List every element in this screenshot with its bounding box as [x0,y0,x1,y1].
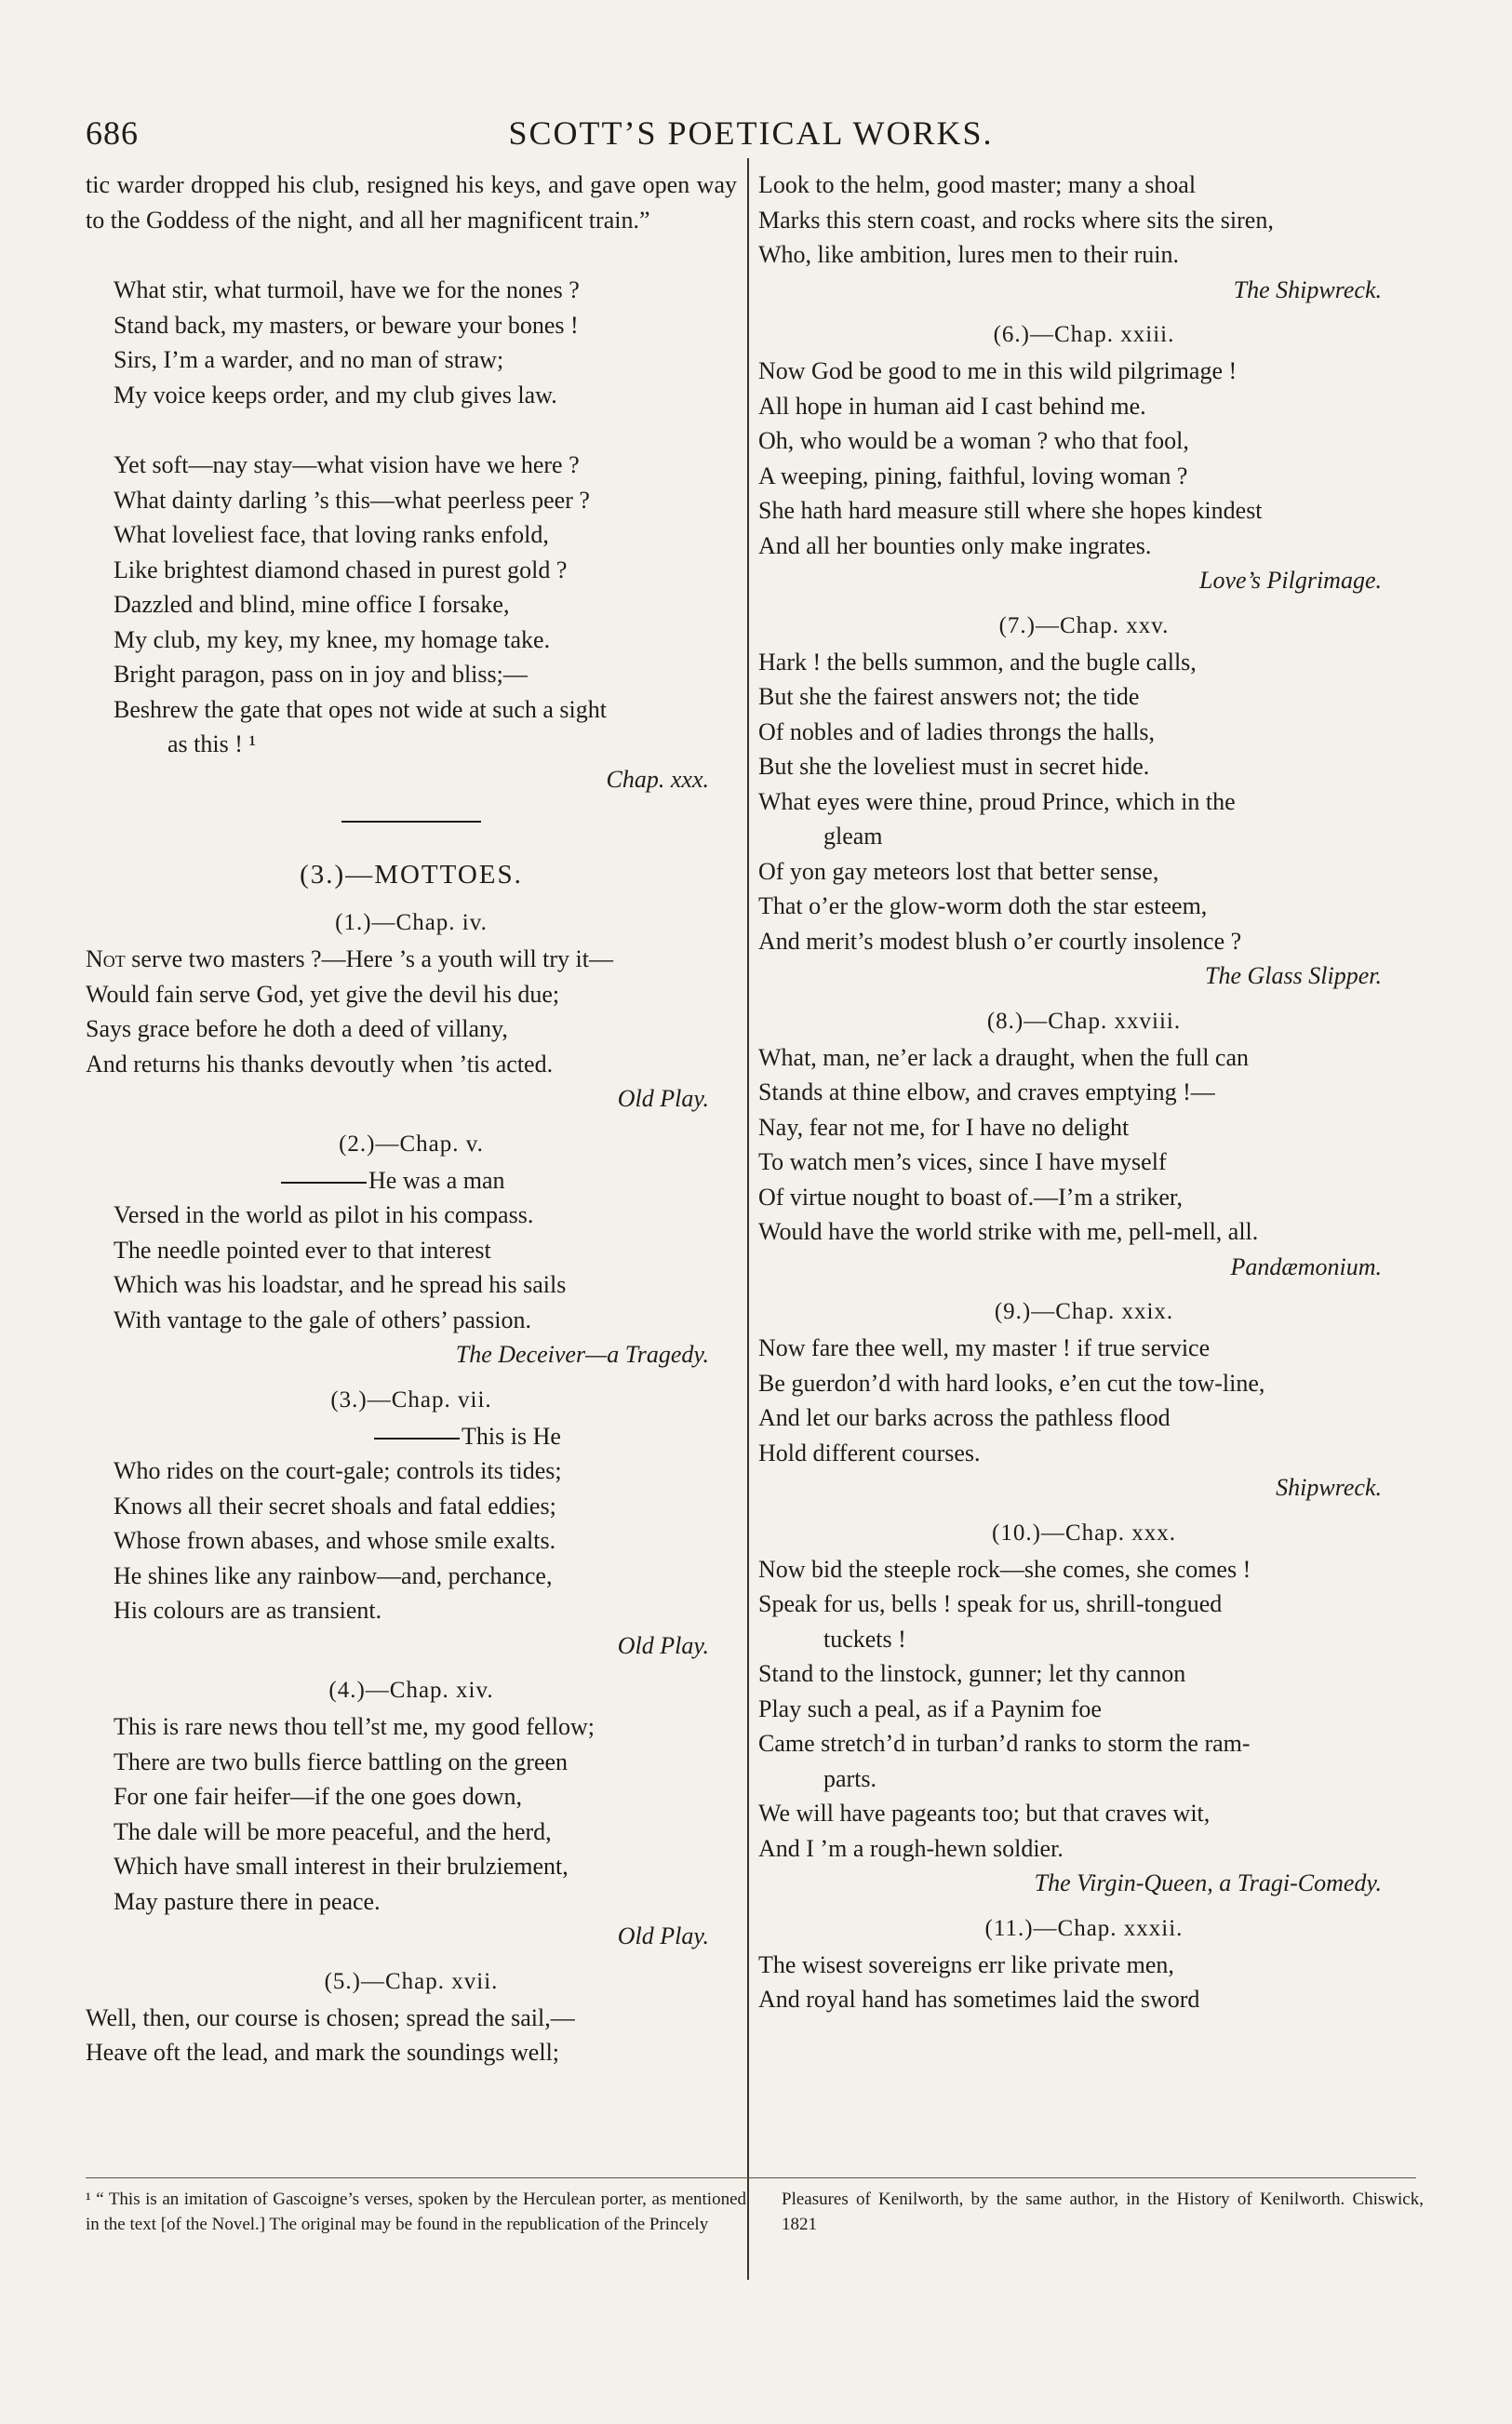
verse-line: Well, then, our course is chosen; spread the sail,— [86,2003,575,2031]
verse-line: Hark ! the bells summon, and the bugle calls, [758,648,1197,676]
verse-line: Stand to the linstock, gunner; let thy cannon [758,1660,1186,1687]
verse-line: With vantage to the gale of others’ passion. [114,1306,532,1333]
verse-line: serve two masters ?—Here ’s a youth will try it— [131,945,613,972]
dash-rule [374,1438,460,1440]
verse-line: And I ’m a rough-hewn soldier. [758,1834,1064,1862]
motto-heading: (11.)—Chap. xxxii. [984,1915,1184,1941]
verse-line: Of virtue nought to boast of.—I’m a striker, [758,1183,1184,1211]
verse-line: To watch men’s vices, since I have myself [758,1148,1167,1175]
motto-7 [758,645,1410,994]
verse-line: Be guerdon’d with hard looks, e’en cut the tow-line, [758,1369,1265,1397]
verse-line: And merit’s modest blush o’er courtly insolence ? [758,927,1242,955]
verse-line: A weeping, pining, faithful, loving woman ? [758,462,1188,489]
motto-3 [114,1419,737,1664]
verse-line: Hold different courses. [758,1439,981,1466]
verse-line: gleam [823,823,883,850]
section-rule [341,821,481,823]
verse-line: tuckets ! [823,1625,906,1653]
page-header [86,114,1416,154]
verse-line: Play such a peal, as if a Paynim foe [758,1694,1102,1722]
verse-line: This is He [462,1422,561,1450]
verse-line: He shines like any rainbow—and, perchance, [114,1561,553,1589]
motto-8 [758,1040,1410,1285]
verse-line: What loveliest face, that loving ranks enfold, [114,521,549,548]
motto-heading: (9.)—Chap. xxix. [994,1299,1174,1324]
motto-1 [86,942,737,1117]
verse-line: Nay, fear not me, for I have no delight [758,1113,1130,1141]
stanza-1 [114,273,737,412]
verse-line: And returns his thanks devoutly when ’tis acted. [86,1050,554,1078]
motto-heading: (3.)—Chap. vii. [330,1386,492,1413]
attribution: Pandæmonium. [1230,1252,1382,1280]
verse-line: She hath hard measure still where she hopes kindest [758,497,1263,524]
verse-line: The needle pointed ever to that interest [114,1236,491,1264]
verse-line: What dainty darling ’s this—what peerless peer ? [114,486,590,514]
verse-line: The dale will be more peaceful, and the herd, [114,1817,552,1845]
verse-line: What eyes were thine, proud Prince, which in the [758,787,1236,815]
verse-line: Who rides on the court-gale; controls its tides; [114,1457,562,1484]
attribution: Old Play. [617,1631,709,1659]
verse-line: as this ! ¹ [167,730,257,757]
dash-rule [281,1182,367,1184]
verse-line: Sirs, I’m a warder, and no man of straw; [114,346,504,373]
verse-line: Yet soft—nay stay—what vision have we here ? [114,451,580,478]
verse-line: But she the loveliest must in secret hide. [758,753,1150,780]
motto-5 [86,2001,737,2070]
prose-paragraph: tic warder dropped his club, resigned his keys, and gave open way to the Goddess of the night, and all her magnificent train.” [86,171,737,234]
verse-line: Of nobles and of ladies throngs the halls, [758,717,1156,745]
verse-line: Knows all their secret shoals and fatal eddies; [114,1492,556,1520]
verse-line: We will have pageants too; but that craves wit, [758,1800,1211,1827]
motto-heading: (10.)—Chap. xxx. [992,1520,1176,1546]
verse-line: Of yon gay meteors lost that better sense, [758,857,1159,885]
verse-line: Beshrew the gate that opes not wide at such a sight [114,695,607,723]
attribution: The Shipwreck. [1233,275,1382,303]
motto-heading: (1.)—Chap. iv. [335,910,488,935]
verse-line: This is rare news thou tell’st me, my good fellow; [114,1713,595,1740]
verse-line: Which was his loadstar, and he spread his sails [114,1271,567,1298]
verse-line: Came stretch’d in turban’d ranks to storm the ram- [758,1730,1251,1757]
verse-line: Like brightest diamond chased in purest gold ? [114,556,568,583]
verse-line: Dazzled and blind, mine office I forsake, [114,591,510,618]
verse-line: There are two bulls fierce battling on the green [114,1748,569,1775]
running-head: SCOTT’S POETICAL WORKS. [508,114,994,152]
verse-line: Would have the world strike with me, pell-mell, all. [758,1218,1259,1245]
attribution: Old Play. [617,1085,709,1112]
verse-line: Would fain serve God, yet give the devil his due; [86,980,560,1008]
attribution: The Glass Slipper. [1205,962,1382,989]
attribution: Love’s Pilgrimage. [1199,567,1382,594]
verse-line: Stands at thine elbow, and craves emptying !— [758,1078,1215,1105]
verse-line: Look to the helm, good master; many a shoal [758,171,1197,198]
motto-heading: (6.)—Chap. xxiii. [993,322,1175,347]
column-divider [747,158,749,2280]
verse-line: The wisest sovereigns err like private men, [758,1950,1174,1978]
right-column [758,167,1410,2017]
attribution: Shipwreck. [1276,1474,1382,1501]
verse-line: That o’er the glow-worm doth the star esteem, [758,892,1208,919]
verse-line: Whose frown abases, and whose smile exalts. [114,1527,556,1554]
verse-line: Says grace before he doth a deed of villany, [86,1015,508,1042]
page-number: 686 [86,114,139,152]
verse-line: Oh, who would be a woman ? who that fool, [758,427,1189,454]
motto-heading: (4.)—Chap. xiv. [328,1678,494,1703]
verse-line: Speak for us, bells ! speak for us, shrill-tongued [758,1590,1223,1617]
verse-line: Versed in the world as pilot in his compass. [114,1201,534,1228]
verse-line: My voice keeps order, and my club gives law. [114,381,557,408]
verse-line: My club, my key, my knee, my homage take. [114,625,551,653]
verse-line: All hope in human aid I cast behind me. [758,392,1146,420]
attribution: The Deceiver—a Tragedy. [455,1341,709,1368]
verse-line: But she the fairest answers not; the tide [758,683,1140,710]
motto-heading: (7.)—Chap. xxv. [998,612,1170,638]
verse-line: Bright paragon, pass on in joy and bliss;— [114,661,528,688]
verse-line: parts. [823,1764,877,1792]
motto-6 [758,354,1410,598]
verse-line: He was a man [368,1166,505,1194]
motto-2 [114,1163,737,1373]
footnote-rule [86,2177,1416,2178]
left-column [86,167,737,2070]
motto-4 [114,1709,737,1954]
attribution: The Virgin-Queen, a Tragi-Comedy. [1034,1869,1382,1896]
section-title: (3.)—MOTTOES. [300,860,523,890]
verse-line: Marks this stern coast, and rocks where sits the siren, [758,206,1274,234]
verse-line: And all her bounties only make ingrates. [758,531,1152,559]
motto-5-continued [758,167,1410,307]
verse-line: Heave oft the lead, and mark the soundings well; [86,2039,560,2066]
verse-line: What, man, ne’er lack a draught, when the full can [758,1043,1249,1071]
first-word: Not [86,945,126,972]
verse-line: Which have small interest in their brulziement, [114,1853,569,1880]
attribution: Old Play. [617,1922,709,1949]
stanza-2 [114,448,737,762]
verse-line: Now bid the steeple rock—she comes, she comes ! [758,1555,1251,1583]
verse-line: His colours are as transient. [114,1597,382,1624]
verse-line: Now God be good to me in this wild pilgrimage ! [758,357,1238,384]
motto-heading: (5.)—Chap. xvii. [324,1968,499,1994]
verse-line: What stir, what turmoil, have we for the nones ? [114,276,580,303]
motto-11 [758,1948,1410,2017]
motto-9 [758,1331,1410,1506]
motto-heading: (2.)—Chap. v. [339,1131,484,1157]
verse-line: Stand back, my masters, or beware your bones ! [114,311,579,339]
verse-line: May pasture there in peace. [114,1887,381,1915]
verse-line: Now fare thee well, my master ! if true service [758,1334,1211,1361]
footnote-right: Pleasures of Kenilworth, by the same author, in the History of Kenilworth. Chiswick, 1821 [782,2190,1424,2234]
verse-line: And royal hand has sometimes laid the sword [758,1986,1200,2013]
verse-line: Who, like ambition, lures men to their ruin. [758,241,1180,268]
verse-line: And let our barks across the pathless flood [758,1404,1171,1431]
footnote-left: ¹ “ This is an imitation of Gascoigne’s verses, spoken by the Herculean porter, as mentioned in the text [of the Novel.] The original may be found in the republication of the Princely [86,2190,746,2234]
attribution: Chap. xxx. [606,765,709,793]
motto-heading: (8.)—Chap. xxviii. [986,1008,1182,1034]
motto-10 [758,1552,1410,1901]
verse-line: For one fair heifer—if the one goes down, [114,1783,522,1810]
